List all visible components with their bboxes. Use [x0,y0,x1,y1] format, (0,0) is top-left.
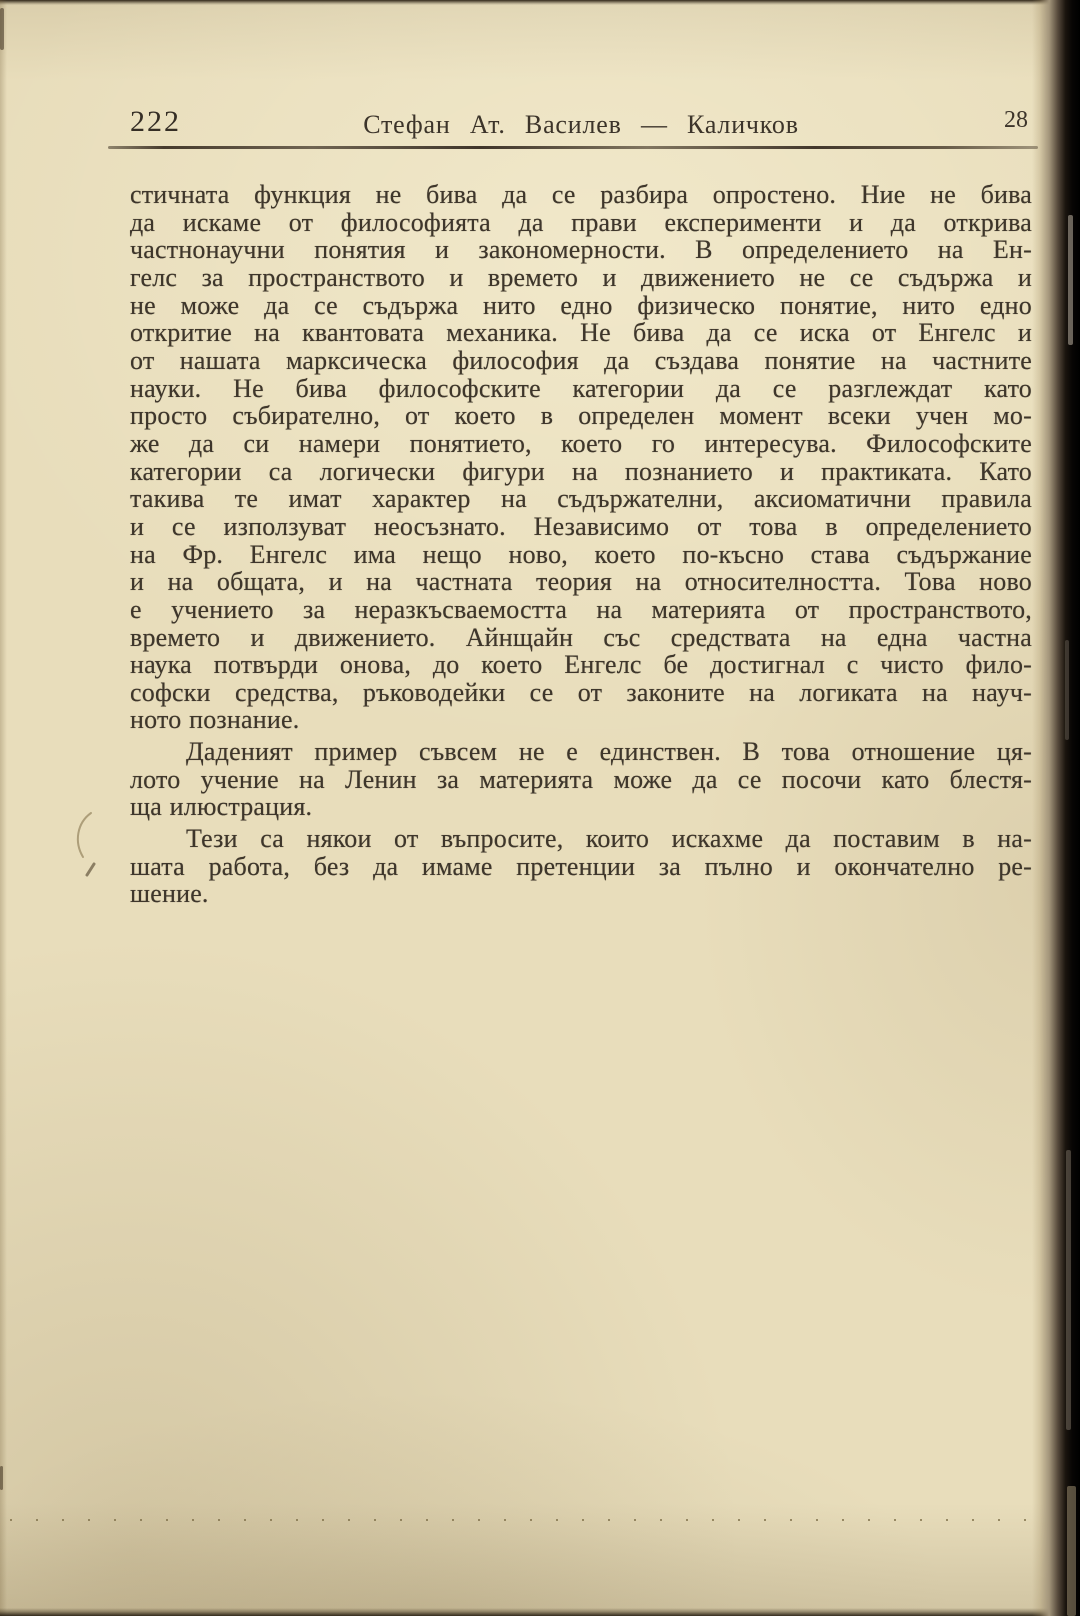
page-number: 222 [130,105,181,138]
text-line: стичната функция не бива да се разбира опростено. Ние не бива [130,180,1032,209]
gutter-reflection-streak [1066,1150,1071,1430]
text-line: шата работа, без да имаме претенции за пълно и окончателно ре- [130,851,1032,881]
scan-corner-speck [0,8,4,50]
paragraph [130,738,1032,821]
text-line: науки. Не бива философските категории да се разглеждат като [130,373,1032,403]
text-line: просто събирателно, от което в определен момент всеки учен мо- [130,401,1032,431]
scan-edge-left-shadow [0,0,7,1616]
gutter-reflection-streak [1067,1486,1076,1616]
paragraph [130,181,1032,734]
text-line: шение. [130,879,209,909]
text-line: е учението за неразкъсваемостта на материята от пространството, [130,594,1032,624]
text-line: Даденият пример съвсем не е единствен. В това отношение ця- [186,737,1032,767]
text-line: же да си намери понятието, което го интересува. Философските [130,428,1032,458]
gutter-reflection-streak [1065,640,1069,740]
text-line: и на общата, и на частната теория на относителността. Това ново [130,567,1032,597]
text-line: на Фр. Енгелс има нещо ново, което по-късно става съдържание [130,539,1032,569]
text-line: не може да се съдържа нито едно физическо понятие, нито едно [130,290,1032,320]
book-gutter-shadow [1032,0,1080,1616]
text-line: времето и движението. Айнщайн със средствата на една частна [130,622,1032,652]
text-line: софски средства, ръководейки се от законите на логиката на науч- [130,677,1032,707]
running-title: Стефан Ат. Василев — Каличков [363,110,799,139]
gutter-reflection-streak [1068,215,1073,345]
text-line: такива те имат характер на съдържателни, аксиоматични правила [130,484,1032,514]
text-line: наука потвърди онова, до което Енгелс бе достигнал с чисто фило- [130,650,1032,680]
text-line: да искаме от философията да прави експерименти и да открива [130,207,1032,237]
scan-edge-top-shadow [0,0,1080,5]
body-text [130,181,1032,908]
header-right-number: 28 [1004,107,1028,133]
paragraph [130,825,1032,908]
dotted-separator [10,1519,1050,1521]
text-line: категории са логически фигури на познанието и практиката. Като [130,456,1032,486]
pencil-hook-mark [70,810,96,865]
text-line: Тези са някои от въпросите, които искахме да поставим в на- [186,824,1032,854]
scan-edge-bottom-shadow [0,1608,1080,1616]
text-line: от нашата марксическа философия да създава понятие на частните [130,345,1032,375]
header-rule [108,146,1038,149]
pencil-comma-mark [84,862,98,883]
text-line: частнонаучни понятия и закономерности. В определението на Ен- [130,235,1032,265]
text-line: ща илюстрация. [130,792,313,822]
text-line: лото учение на Ленин за материята може да се посочи като блестя- [130,764,1032,794]
text-line: гелс за пространството и времето и движението не се съдържа и [130,262,1032,292]
text-line: откритие на квантовата механика. Не бива да се иска от Енгелс и [130,318,1032,348]
text-line: ното познание. [130,705,300,735]
scan-left-edge-mark [0,1466,3,1490]
text-line: и се използуват неосъзнато. Независимо от това в определението [130,511,1032,541]
